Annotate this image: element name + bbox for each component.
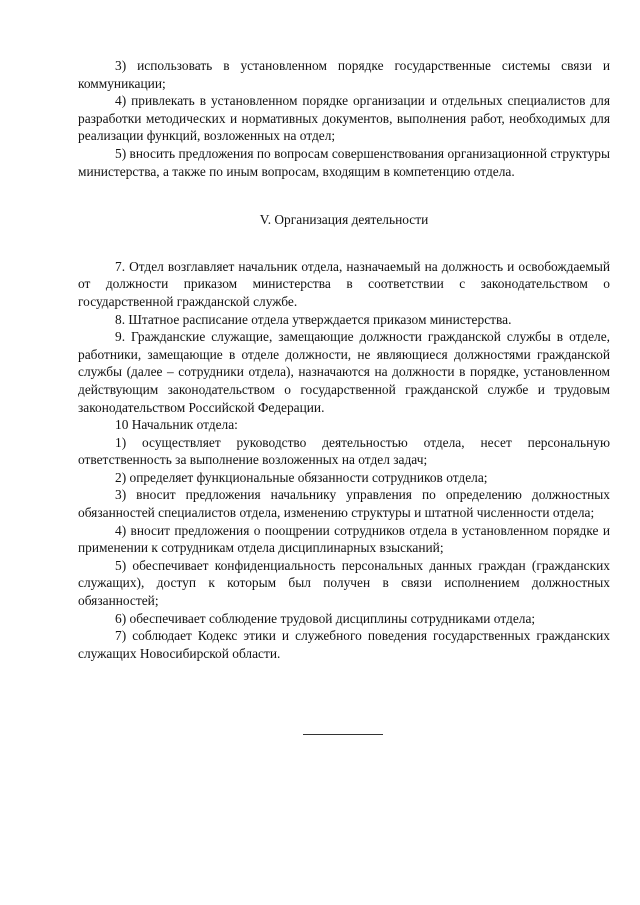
duty-item-2-functional-duties: 2) определяет функциональные обязанности сотрудников отдела;	[115, 469, 488, 485]
document-page	[78, 57, 610, 662]
duty-item-5-confidentiality: 5) обеспечивает конфиденциальность персональных данных граждан (гражданских служащих), доступ к которым был получен в связи исполнением должностных обязанностей;	[78, 557, 610, 609]
duty-item-3-proposals-structure: 3) вносит предложения начальнику управления по определению должностных обязанностей специалистов отдела, изменению структуры и штатной численности отдела;	[78, 487, 610, 521]
duty-item-6-discipline: 6) обеспечивает соблюдение трудовой дисциплины сотрудниками отдела;	[115, 610, 536, 626]
paragraph-7-department-head: 7. Отдел возглавляет начальник отдела, назначаемый на должность и освобождаемый от должности приказом министерства в соответствии с законодательством о государственной гражданской службе.	[78, 258, 610, 309]
paragraph-item-4-engage-organizations: 4) привлекать в установленном порядке организации и отдельных специалистов для разработки методических и нормативных документов, выполнения работ, необходимых для реализации функций, возложенных на отдел;	[78, 93, 610, 144]
duty-item-1-management: 1) осуществляет руководство деятельностью отдела, несет персональную ответственность за выполнение возложенных на отдел задач;	[78, 434, 610, 468]
paragraph-item-5-proposals: 5) вносить предложения по вопросам совершенствования организационной структуры министерства, а также по иным вопросам, входящим в компетенцию отдела.	[78, 145, 610, 179]
duty-item-7-ethics-code: 7) соблюдает Кодекс этики и служебного поведения государственных гражданских служащих Новосибирской области.	[78, 628, 610, 661]
paragraph-item-3-communications: 3) использовать в установленном порядке государственные системы связи и коммуникации;	[78, 58, 610, 91]
duty-item-4-rewards-penalties: 4) вносит предложения о поощрении сотрудников отдела в установленном порядке и применении к сотрудникам отдела дисциплинарных взысканий;	[78, 522, 610, 556]
paragraph-8-staff-schedule: 8. Штатное расписание отдела утверждается приказом министерства.	[115, 311, 512, 327]
paragraph-10-head-duties-title: 10 Начальник отдела:	[115, 417, 238, 433]
paragraph-9-civil-servants: 9. Гражданские служащие, замещающие должности гражданской службы в отделе, работники, замещающие в отделе должности, не являющиеся должностями гражданской службы (далее – сотрудники отдела), назначаются на должности в порядке, установленном действующим законодательством о государственной гражданской службе и трудовым законодательством Российской Федерации.	[78, 329, 610, 415]
end-divider-line	[303, 734, 383, 735]
section-heading: V. Организация деятельности	[259, 212, 429, 228]
